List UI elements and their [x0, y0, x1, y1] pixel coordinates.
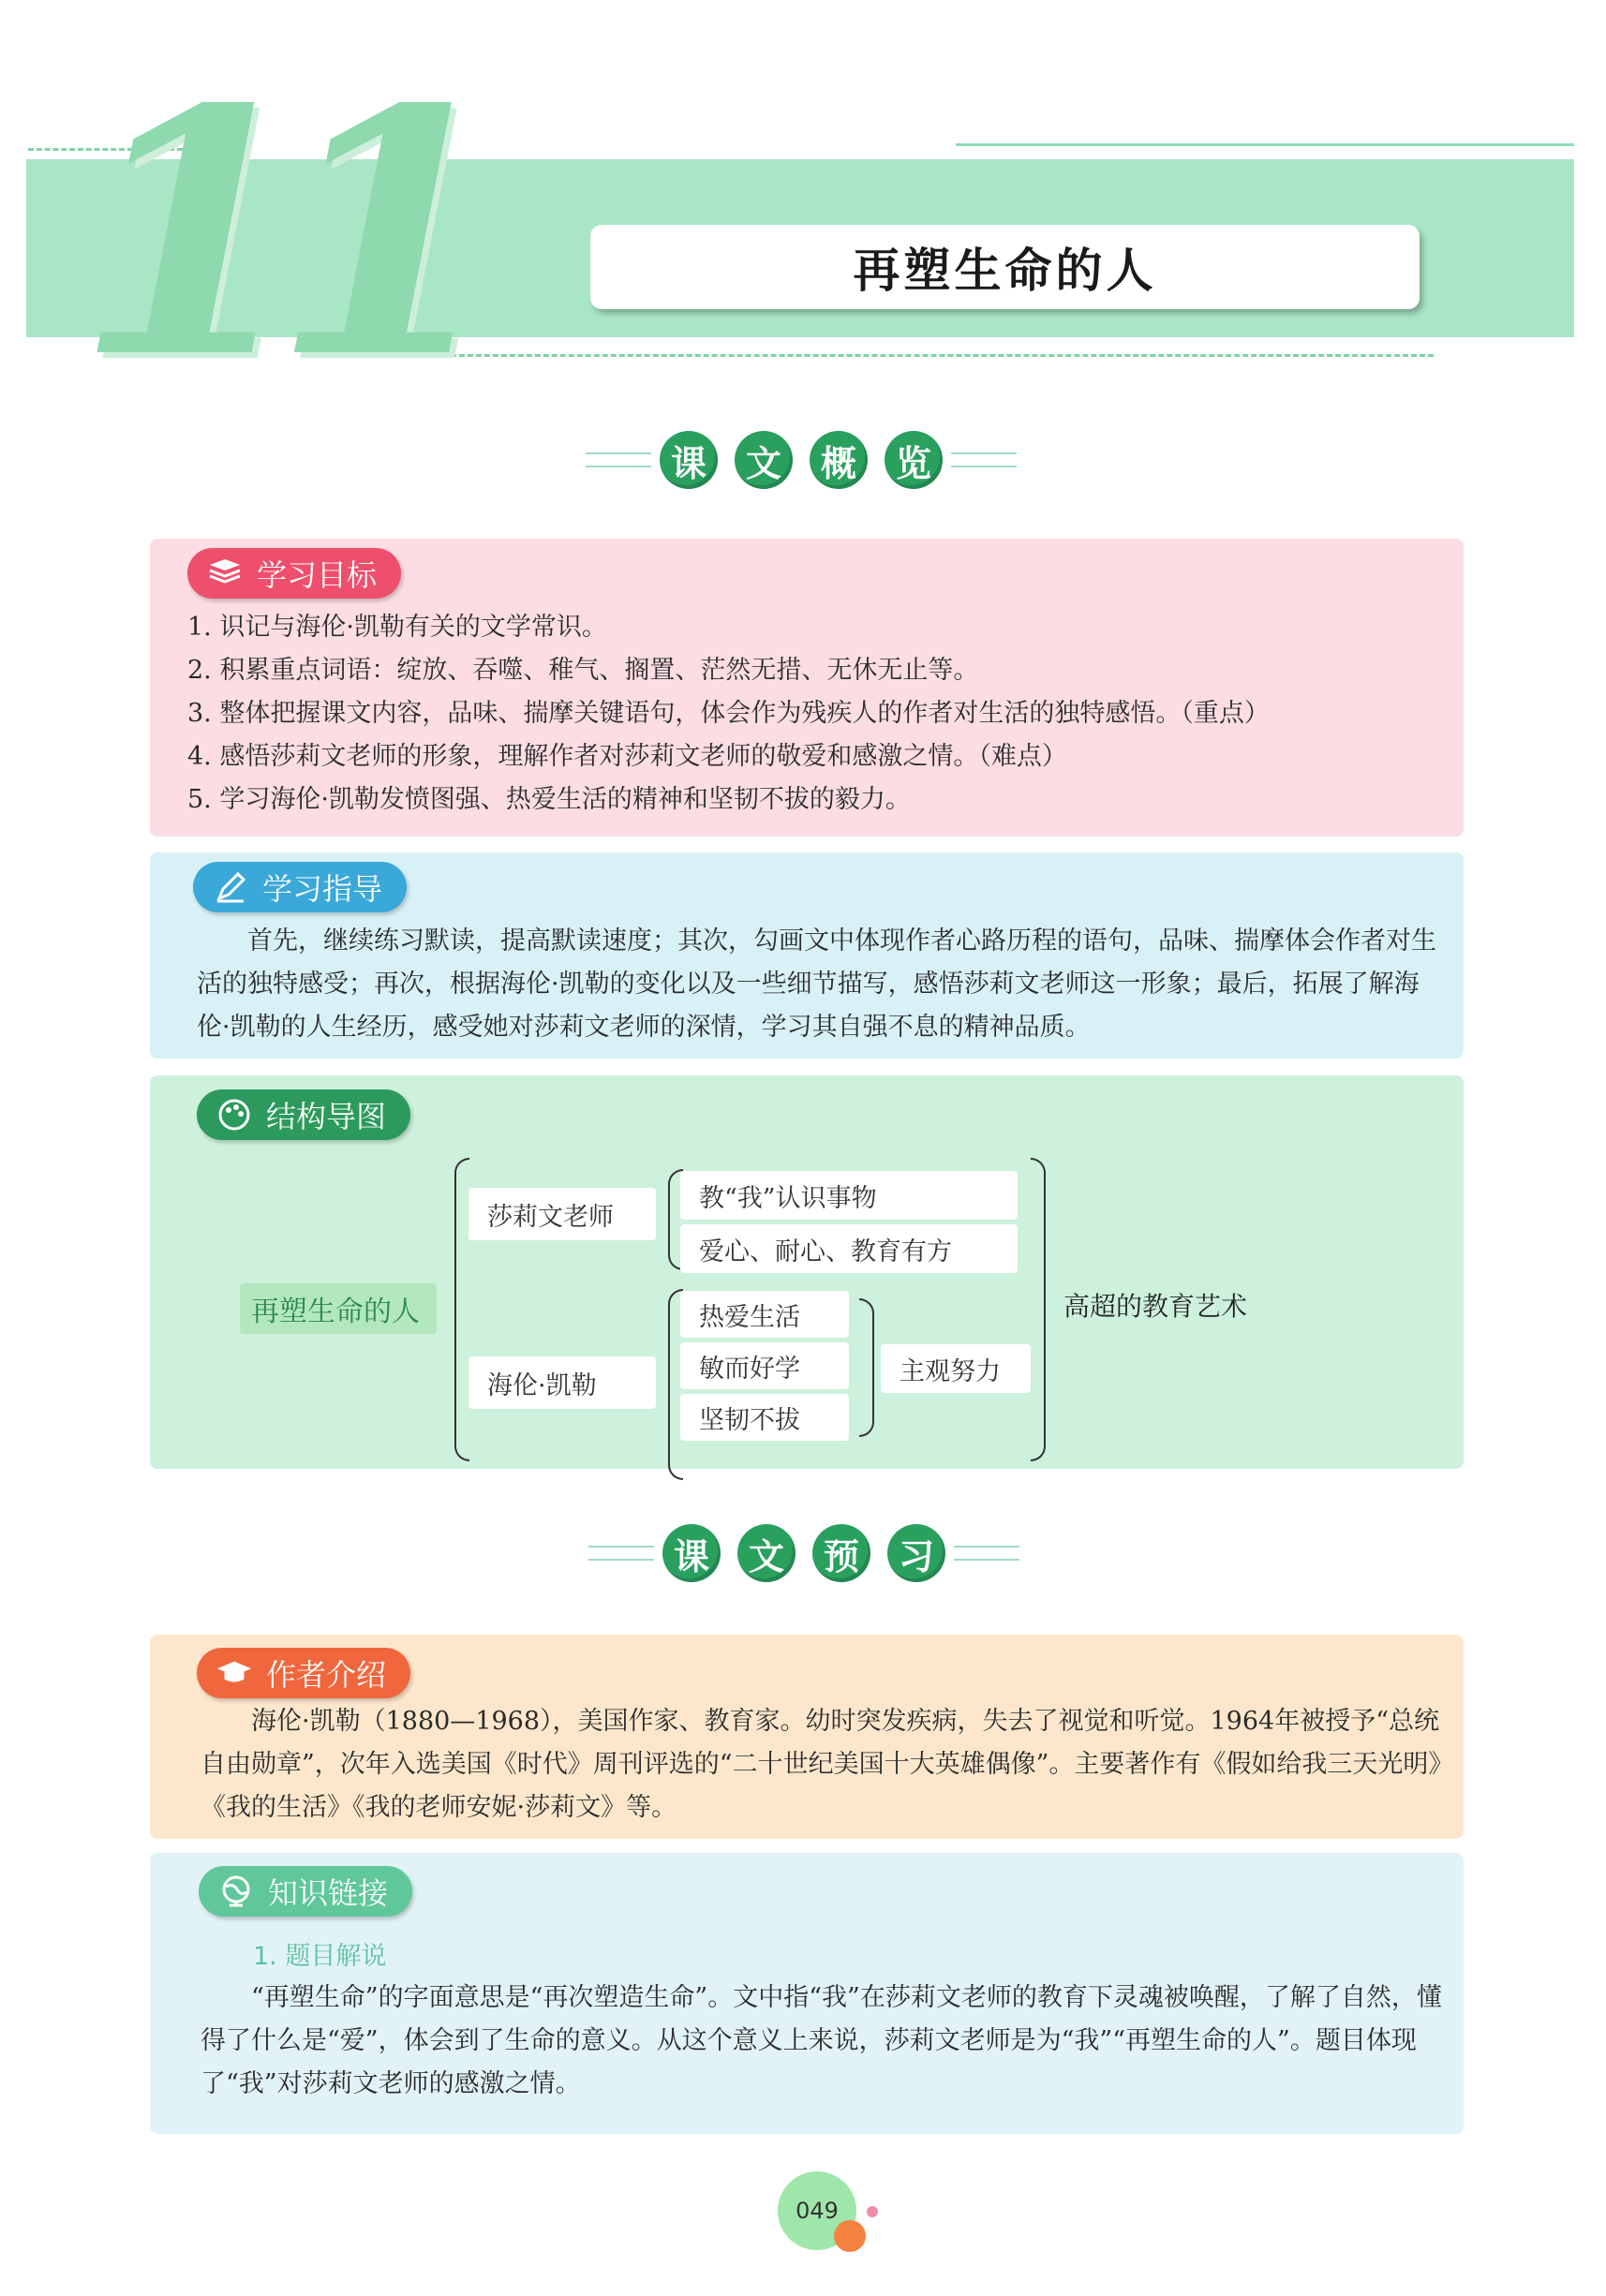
guide-label: 学习指导 — [262, 871, 383, 907]
section-char: 览 — [885, 431, 943, 489]
page-number-decor-dot-pink — [867, 2206, 878, 2217]
mindmap-teacher-item: 教“我”认识事物 — [680, 1171, 1018, 1220]
goals-list — [187, 606, 1443, 822]
page-number-decor-dot-orange — [834, 2220, 866, 2252]
graduation-cap-icon — [216, 1654, 253, 1692]
knowledge-pill — [199, 1866, 412, 1917]
guide-panel — [150, 852, 1464, 1059]
guide-pill — [193, 862, 407, 912]
brace-helen-items — [859, 1298, 874, 1437]
mindmap-teacher-item: 爱心、耐心、教育有方 — [680, 1224, 1018, 1273]
pen-icon — [212, 868, 249, 906]
globe-icon — [217, 1873, 255, 1910]
knowledge-label: 知识链接 — [268, 1875, 389, 1911]
section-char: 文 — [735, 431, 793, 489]
goals-panel — [150, 539, 1464, 837]
brace-root — [454, 1158, 469, 1461]
header-solid-line — [956, 143, 1574, 146]
section-char: 课 — [662, 1524, 721, 1582]
decor-lines-right — [951, 452, 1017, 467]
section-char: 预 — [812, 1524, 870, 1582]
knowledge-subtitle: 1. 题目解说 — [253, 1942, 387, 1971]
mindmap-helen-item: 热爱生活 — [680, 1291, 849, 1338]
knowledge-panel — [150, 1853, 1464, 2134]
author-panel — [150, 1635, 1464, 1839]
section-char: 文 — [737, 1524, 796, 1582]
decor-lines-left — [588, 1546, 654, 1561]
goal-item: 2. 积累重点词语：绽放、吞噬、稚气、搁置、茫然无措、无休无止等。 — [187, 656, 979, 685]
section-char: 概 — [810, 431, 868, 489]
structure-panel — [150, 1075, 1464, 1469]
goals-label: 学习目标 — [257, 557, 378, 593]
palette-icon — [216, 1096, 253, 1133]
header-dashed-line-bottom — [375, 354, 1434, 357]
lesson-number: 11 — [75, 36, 469, 432]
section-header-preview — [570, 1524, 1038, 1582]
section-header-overview — [567, 431, 1035, 489]
decor-lines-left — [586, 452, 651, 467]
mindmap-root: 再塑生命的人 — [240, 1283, 437, 1334]
mindmap-helen-item: 敏而好学 — [680, 1342, 849, 1389]
section-char: 习 — [887, 1524, 945, 1582]
page-number: 049 — [778, 2171, 856, 2250]
goal-item: 5. 学习海伦·凯勒发愤图强、热爱生活的精神和坚韧不拔的毅力。 — [187, 785, 911, 814]
guide-text: 首先，继续练习默读，提高默读速度；其次，勾画文中体现作者心路历程的语句，品味、揣摩体会作者对生活的独特感受；再次，根据海伦·凯勒的变化以及一些细节描写，感悟莎莉文老师这一形象；最后，拓展了解海伦·凯勒的人生经历，感受她对莎莉文老师的深情，学习其自强不息的精神品质。 — [197, 926, 1436, 1042]
mindmap-teacher: 莎莉文老师 — [468, 1188, 656, 1240]
books-icon — [206, 555, 244, 592]
knowledge-text: “再塑生命”的字面意思是“再次塑造生命”。文中指“我”在莎莉文老师的教育下灵魂被唤醒，了解了自然，懂得了什么是“爱”，体会到了生命的意义。从这个意义上来说，莎莉文老师是为“我”“再塑生命的人”。题目体现了“我”对莎莉文老师的感激之情。 — [201, 1983, 1442, 2098]
author-text: 海伦·凯勒（1880—1968），美国作家、教育家。幼时突发疾病，失去了视觉和听觉。1964年被授予“总统自由勋章”，次年入选美国《时代》周刊评选的“二十世纪美国十大英雄偶像”。主要著作有《假如给我三天光明》《我的生活》《我的老师安妮·莎莉文》等。 — [201, 1707, 1441, 1822]
decor-lines-right — [954, 1546, 1019, 1561]
goal-item: 1. 识记与海伦·凯勒有关的文学常识。 — [187, 613, 607, 642]
section-char: 课 — [660, 431, 718, 489]
mindmap-conclusion: 高超的教育艺术 — [1063, 1291, 1248, 1322]
structure-pill — [197, 1089, 410, 1140]
structure-label: 结构导图 — [266, 1099, 387, 1134]
goal-item: 3. 整体把握课文内容，品味、揣摩关键语句，体会作为残疾人的作者对生活的独特感悟。（重点） — [187, 699, 1270, 728]
brace-conclusion — [1031, 1158, 1046, 1461]
goal-item: 4. 感悟莎莉文老师的形象，理解作者对莎莉文老师的敬爱和感激之情。（难点） — [187, 742, 1067, 771]
author-pill — [197, 1648, 410, 1698]
mindmap-helen: 海伦·凯勒 — [468, 1356, 656, 1409]
author-label: 作者介绍 — [266, 1657, 387, 1693]
mindmap-helen-item: 坚韧不拔 — [680, 1394, 849, 1441]
goals-pill — [187, 548, 401, 599]
mindmap-effort: 主观努力 — [881, 1344, 1031, 1393]
lesson-title: 再塑生命的人 — [590, 225, 1420, 309]
